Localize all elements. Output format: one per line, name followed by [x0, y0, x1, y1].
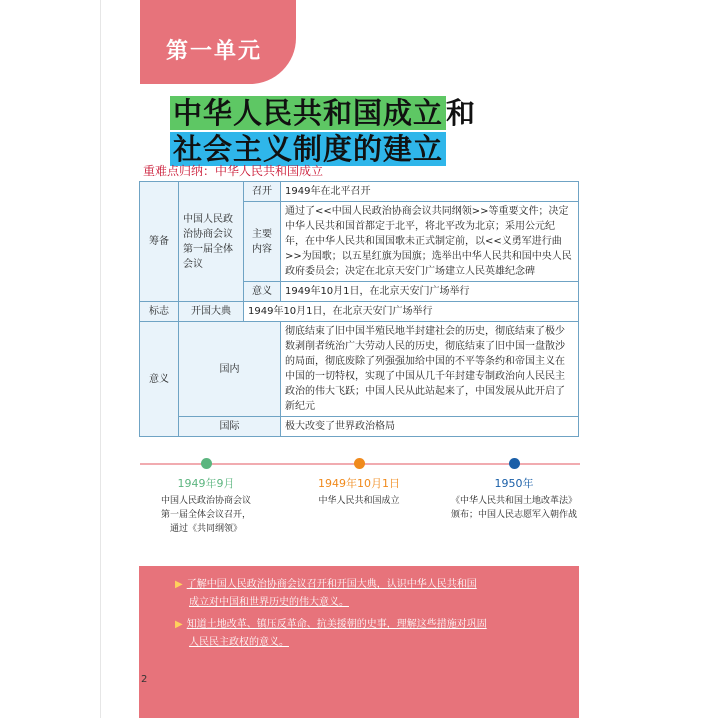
- title-rest: 和: [446, 96, 477, 130]
- key-points-heading: 重难点归纳：中华人民共和国成立: [143, 164, 324, 178]
- learning-goals-panel: [139, 566, 579, 718]
- timeline-dot: [201, 458, 212, 469]
- triangle-bullet-icon: ▶: [175, 579, 183, 590]
- timeline-date: 1950年: [494, 477, 534, 490]
- timeline-desc-line: 第一届全体会议召开，: [160, 510, 251, 520]
- title-highlight-blue: 社会主义制度的建立: [170, 132, 446, 166]
- timeline-date: 1949年10月1日: [318, 477, 400, 490]
- table-row: [140, 302, 579, 322]
- timeline-description: [284, 494, 434, 508]
- goal-text: 知道土地改革、镇压反革命、抗美援朝的史事，理解这些措施对巩固: [186, 619, 487, 630]
- unit-tab: [140, 0, 296, 84]
- page-gutter: [0, 0, 101, 718]
- timeline-date: 1949年9月: [177, 477, 235, 490]
- page-title-line-1: [170, 91, 476, 132]
- timeline-desc-line: 《中华人民共和国土地改革法》: [450, 496, 577, 506]
- subsection-cell: 国内: [179, 322, 281, 417]
- item-value: 通过了<<中国人民政治协商会议共同纲领>>等重要文件；决定中华人民共和国首都定于北平，将北平改为北京；采用公元纪年，在中华人民共和国国歌未正式制定前，以<<义勇军进行曲>>为国歌；以五星红旗为国旗；选举出中华人民共和国中央人民政府委员会；决定在北京天安门广场建立人民英雄纪念碑: [281, 202, 579, 282]
- unit-title: 第一单元: [166, 38, 263, 64]
- page-number: 2: [141, 674, 148, 685]
- timeline-desc-line: 通过《共同纲领》: [169, 524, 242, 534]
- item-value: 1949年10月1日，在北京天安门广场举行: [281, 282, 579, 302]
- table-row: [140, 182, 579, 202]
- timeline-description: [439, 494, 589, 522]
- table-row: [140, 322, 579, 417]
- timeline-desc-line: 中华人民共和国成立: [318, 496, 400, 506]
- timeline-dot: [354, 458, 365, 469]
- table-row: [140, 417, 579, 437]
- learning-goal: [175, 576, 505, 612]
- subsection-cell: 开国大典: [179, 302, 244, 322]
- item-label: 意义: [244, 282, 281, 302]
- timeline-desc-line: 颁布；中国人民志愿军入朝作战: [450, 510, 577, 520]
- timeline-description: [131, 494, 281, 536]
- goal-text: 了解中国人民政治协商会议召开和开国大典，认识中华人民共和国: [186, 579, 477, 590]
- triangle-bullet-icon: ▶: [175, 619, 183, 630]
- goal-text: 成立对中国和世界历史的伟大意义。: [189, 597, 349, 608]
- item-value: 1949年在北平召开: [281, 182, 579, 202]
- timeline-dot: [509, 458, 520, 469]
- item-value: 极大改变了世界政治格局: [281, 417, 579, 437]
- section-cell: 意义: [140, 322, 179, 437]
- item-value: 1949年10月1日，在北京天安门广场举行: [244, 302, 579, 322]
- goal-text: 人民民主政权的意义。: [189, 637, 289, 648]
- summary-table: [139, 181, 579, 437]
- learning-goal: [175, 616, 505, 652]
- title-highlight-green: 中华人民共和国成立: [170, 96, 446, 130]
- section-cell: 标志: [140, 302, 179, 322]
- section-cell: 筹备: [140, 182, 179, 302]
- item-label: 主要内容: [244, 202, 281, 282]
- item-label: 召开: [244, 182, 281, 202]
- subsection-cell: 国际: [179, 417, 281, 437]
- subsection-cell: 中国人民政治协商会议第一届全体会议: [179, 182, 244, 302]
- item-value: 彻底结束了旧中国半殖民地半封建社会的历史，彻底结束了极少数剥削者统治广大劳动人民的历史，彻底结束了旧中国一盘散沙的局面，彻底废除了列强强加给中国的不平等条约和帝国主义在中国的一切特权，实现了中国从几千年封建专制政治向人民民主政治的伟大飞跃；中国人民从此站起来了，中国发展从此开启了新纪元: [281, 322, 579, 417]
- timeline-desc-line: 中国人民政治协商会议: [160, 496, 251, 506]
